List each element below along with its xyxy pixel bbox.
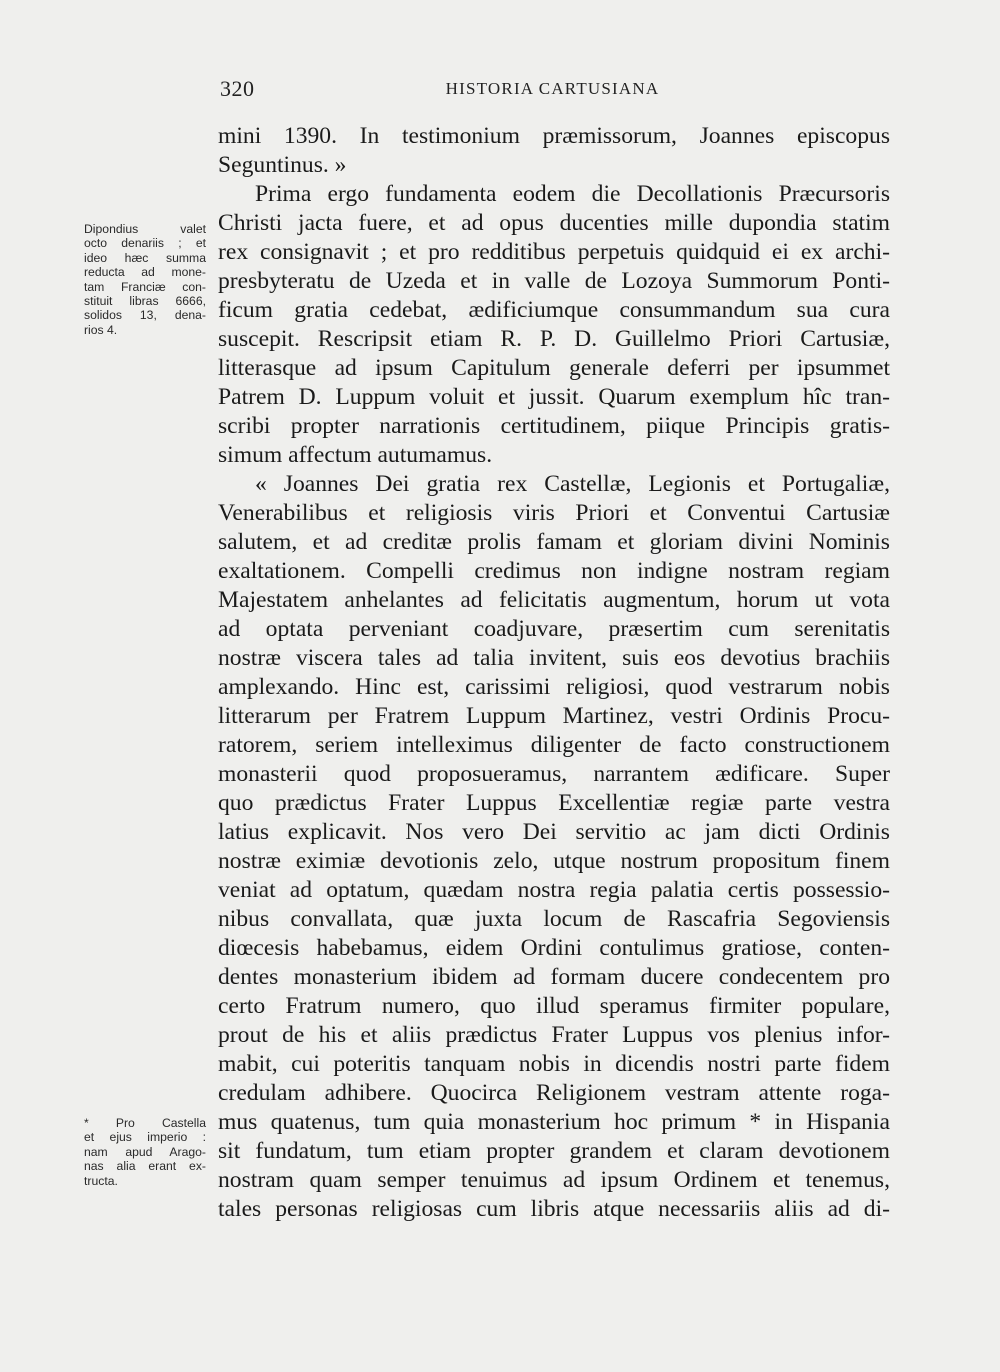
side-note-line: octo denariis ; et (84, 236, 206, 251)
side-note-line: reducta ad mone- (84, 265, 206, 280)
text-line: Majestatem anhelantes ad felicitatis augmentum, horum ut vota (218, 587, 890, 613)
text-line: sit fundatum, tum etiam propter grandem et claram devotionem (218, 1138, 890, 1164)
text-line: ficum gratia cedebat, ædificiumque consummandum sua cura (218, 297, 890, 323)
text-line: nostræ eximiæ devotionis zelo, utque nostrum propositum finem (218, 848, 890, 874)
side-note-line: nas alia erant ex- (84, 1159, 206, 1174)
text-line: salutem, et ad creditæ prolis famam et gloriam divini Nominis (218, 529, 890, 555)
page-header (220, 76, 890, 106)
side-note-line: Dipondius valet (84, 222, 206, 236)
text-line: dentes monasterium ibidem ad formam ducere condecentem pro (218, 964, 890, 990)
text-line: mini 1390. In testimonium præmissorum, Joannes episcopus (218, 123, 890, 149)
text-line: certo Fratrum numero, quo illud speramus firmiter populare, (218, 993, 890, 1019)
running-title: HISTORIA CARTUSIANA (445, 79, 660, 98)
text-line: scribi propter narrationis certitudinem, piique Principis gratis- (218, 413, 890, 439)
text-line: nibus convallata, quæ juxta locum de Rascafria Segoviensis (218, 906, 890, 932)
paragraph-start-line: « Joannes Dei gratia rex Castellæ, Legionis et Portugaliæ, (255, 471, 890, 497)
side-note-line: stituit libras 6666, (84, 293, 206, 308)
text-line: rex consignavit ; et pro redditibus perpetuis quidquid ei ex archi- (218, 239, 890, 265)
paragraph-start-line: Prima ergo fundamenta eodem die Decollationis Præcursoris (255, 181, 890, 207)
text-line: presbyteratu de Uzeda et in valle de Lozoya Summorum Ponti- (218, 268, 890, 294)
text-line: nostram quam semper tenuimus ad ipsum Ordinem et tenemus, (218, 1167, 890, 1193)
page-number: 320 (220, 76, 255, 101)
text-line: monasterii quod proposueramus, narrantem ædificare. Super (218, 761, 890, 787)
side-note-castella (84, 1116, 206, 1188)
text-line: diœcesis habebamus, eidem Ordini contulimus gratiose, conten- (218, 935, 890, 961)
text-line: Christi jacta fuere, et ad opus ducenties mille dupondia statim (218, 210, 890, 236)
side-note-line: ideo hæc summa (84, 250, 206, 265)
side-note-line: et ejus imperio : (84, 1130, 206, 1145)
side-note-line: nam apud Arago- (84, 1144, 206, 1159)
text-line: Patrem D. Luppum voluit et jussit. Quarum exemplum hîc tran- (218, 384, 890, 410)
text-line: suscepit. Rescripsit etiam R. P. D. Guillelmo Priori Cartusiæ, (218, 326, 890, 352)
text-line: litterarum per Fratrem Luppum Martinez, vestri Ordinis Procu- (218, 703, 890, 729)
text-line: ratorem, seriem intelleximus diligenter de facto constructionem (218, 732, 890, 758)
text-line: simum affectum autumamus. (218, 442, 493, 468)
side-note-line: rios 4. (84, 322, 118, 337)
text-line: latius explicavit. Nos vero Dei servitio ac jam dicti Ordinis (218, 819, 890, 845)
text-line: nostræ viscera tales ad talia invitent, suis eos devotius brachiis (218, 645, 890, 671)
text-line: mus quatenus, tum quia monasterium hoc primum * in Hispania (218, 1109, 890, 1135)
text-line: credulam adhibere. Quocirca Religionem vestram attente roga- (218, 1080, 890, 1106)
text-line: Seguntinus. » (218, 152, 347, 178)
text-line: exaltationem. Compelli credimus non indigne nostram regiam (218, 558, 890, 584)
main-text-block (218, 122, 890, 1224)
side-note-line: tam Franciæ con- (84, 279, 206, 294)
text-line: mabit, cui poteritis tanquam nobis in dicendis nostri parte fidem (218, 1051, 890, 1077)
text-line: amplexando. Hinc est, carissimi religiosi, quod vestrarum nobis (218, 674, 890, 700)
text-line: prout de his et aliis prædictus Frater Luppus vos plenius infor- (218, 1022, 890, 1048)
text-line: veniat ad optatum, quædam nostra regia palatia certis possessio- (218, 877, 890, 903)
text-line: Venerabilibus et religiosis viris Priori et Conventui Cartusiæ (218, 500, 890, 526)
text-line: litterasque ad ipsum Capitulum generale deferri per ipsummet (218, 355, 890, 381)
side-note-line: * Pro Castella (84, 1116, 206, 1130)
side-note-dipondius (84, 222, 206, 337)
side-note-line: solidos 13, dena- (84, 308, 206, 323)
text-line: quo prædictus Frater Luppus Excellentiæ regiæ parte vestra (218, 790, 890, 816)
text-line: ad optata perveniant coadjuvare, præsertim cum serenitatis (218, 616, 890, 642)
text-line: tales personas religiosas cum libris atque necessariis aliis ad di- (218, 1196, 890, 1222)
side-note-line: tructa. (84, 1173, 118, 1188)
